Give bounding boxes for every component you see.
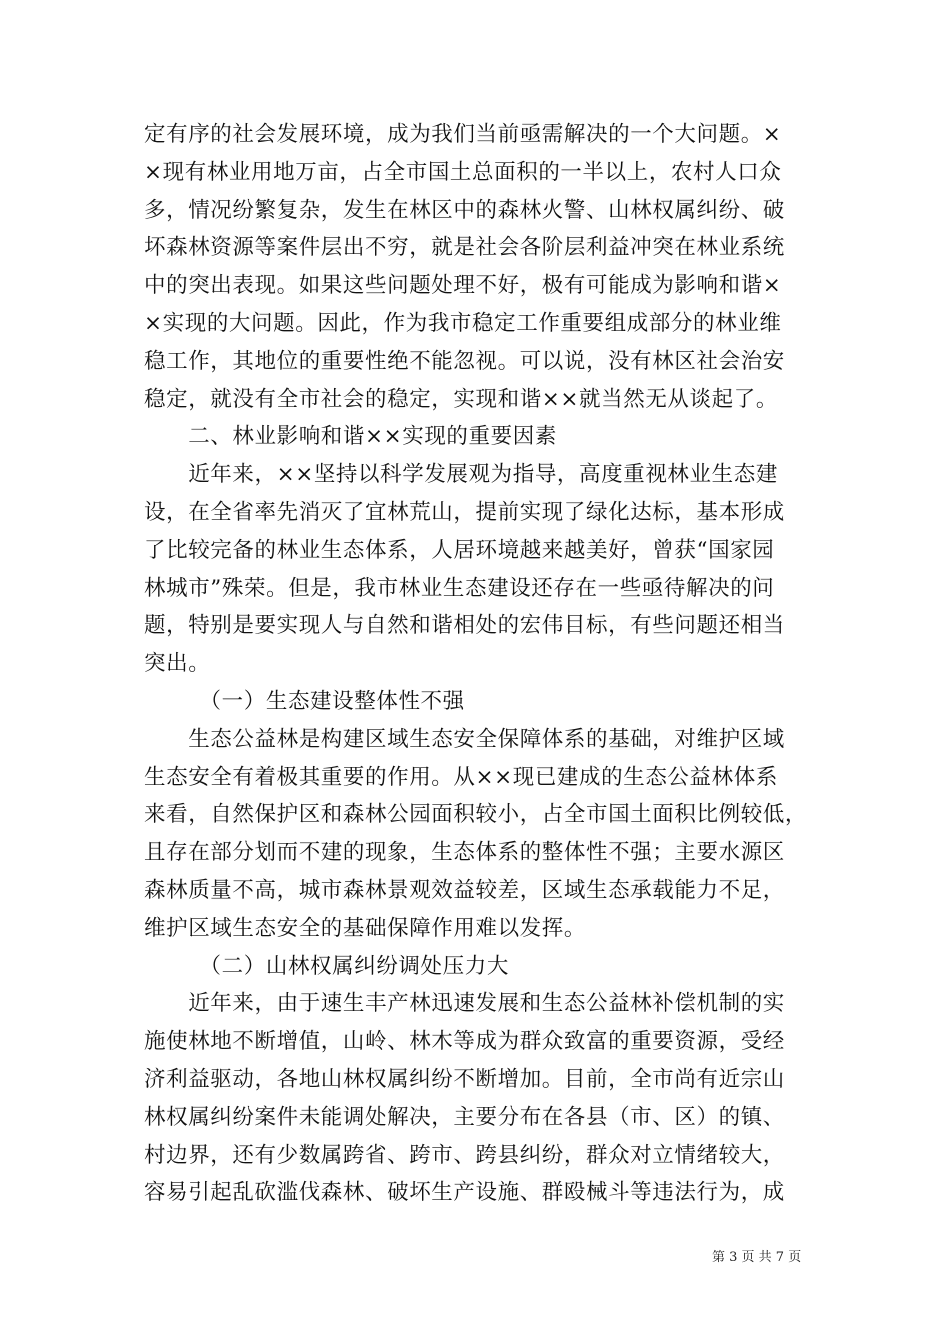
text-line: 施使林地不断增值，山岭、林木等成为群众致富的重要资源，受经 xyxy=(144,1029,785,1055)
text-line: 多，情况纷繁复杂，发生在林区中的森林火警、山林权属纠纷、破 xyxy=(144,197,785,223)
text-line: 稳定，就没有全市社会的稳定，实现和谐××就当然无从谈起了。 xyxy=(144,386,778,412)
text-line: ×现有林业用地万亩，占全市国土总面积的一半以上，农村人口众 xyxy=(144,159,782,185)
text-line: 来看，自然保护区和森林公园面积较小，占全市国土面积比例较低， xyxy=(144,802,808,828)
text-line: 济利益驱动，各地山林权属纠纷不断增加。目前，全市尚有近宗山 xyxy=(144,1066,785,1092)
subsection-heading: （一）生态建设整体性不强 xyxy=(144,688,465,714)
text-line: 且存在部分划而不建的现象，生态体系的整体性不强；主要水源区 xyxy=(144,840,785,866)
subsection-heading: （二）山林权属纠纷调处压力大 xyxy=(144,953,509,979)
text-line: 中的突出表现。如果这些问题处理不好，极有可能成为影响和谐× xyxy=(144,273,782,299)
text-line: 生态公益林是构建区域生态安全保障体系的基础，对维护区域 xyxy=(144,726,785,752)
text-line: 了比较完备的林业生态体系，人居环境越来越美好，曾获“国家园 xyxy=(144,537,775,563)
text-line: 近年来，由于速生丰产林迅速发展和生态公益林补偿机制的实 xyxy=(144,991,785,1017)
page-number: 第 3 页 共 7 页 xyxy=(712,1250,802,1265)
text-line: 近年来，××坚持以科学发展观为指导，高度重视林业生态建 xyxy=(144,462,778,488)
section-heading: 二、林业影响和谐××实现的重要因素 xyxy=(144,424,557,450)
text-line: 稳工作，其地位的重要性绝不能忽视。可以说，没有林区社会治安 xyxy=(144,348,785,374)
text-line: 生态安全有着极其重要的作用。从××现已建成的生态公益林体系 xyxy=(144,764,778,790)
text-line: ×实现的大问题。因此，作为我市稳定工作重要组成部分的林业维 xyxy=(144,310,782,336)
text-line: 突出。 xyxy=(144,651,211,677)
text-line: 村边界，还有少数属跨省、跨市、跨县纠纷，群众对立情绪较大， xyxy=(144,1142,785,1168)
text-line: 设，在全省率先消灭了宜林荒山，提前实现了绿化达标，基本形成 xyxy=(144,499,785,525)
text-line: 林权属纠纷案件未能调处解决，主要分布在各县（市、区）的镇、 xyxy=(144,1104,785,1130)
text-line: 定有序的社会发展环境，成为我们当前亟需解决的一个大问题。× xyxy=(144,122,782,147)
text-line: 林城市”殊荣。但是，我市林业生态建设还存在一些亟待解决的问 xyxy=(144,575,775,601)
text-line: 维护区域生态安全的基础保障作用难以发挥。 xyxy=(144,915,587,941)
text-line: 坏森林资源等案件层出不穷，就是社会各阶层利益冲突在林业系统 xyxy=(144,235,785,261)
text-line: 森林质量不高，城市森林景观效益较差，区域生态承载能力不足， xyxy=(144,877,785,903)
body-text xyxy=(144,116,820,1212)
text-line: 容易引起乱砍滥伐森林、破坏生产设施、群殴械斗等违法行为，成 xyxy=(144,1180,785,1206)
text-line: 题，特别是要实现人与自然和谐相处的宏伟目标，有些问题还相当 xyxy=(144,613,785,639)
